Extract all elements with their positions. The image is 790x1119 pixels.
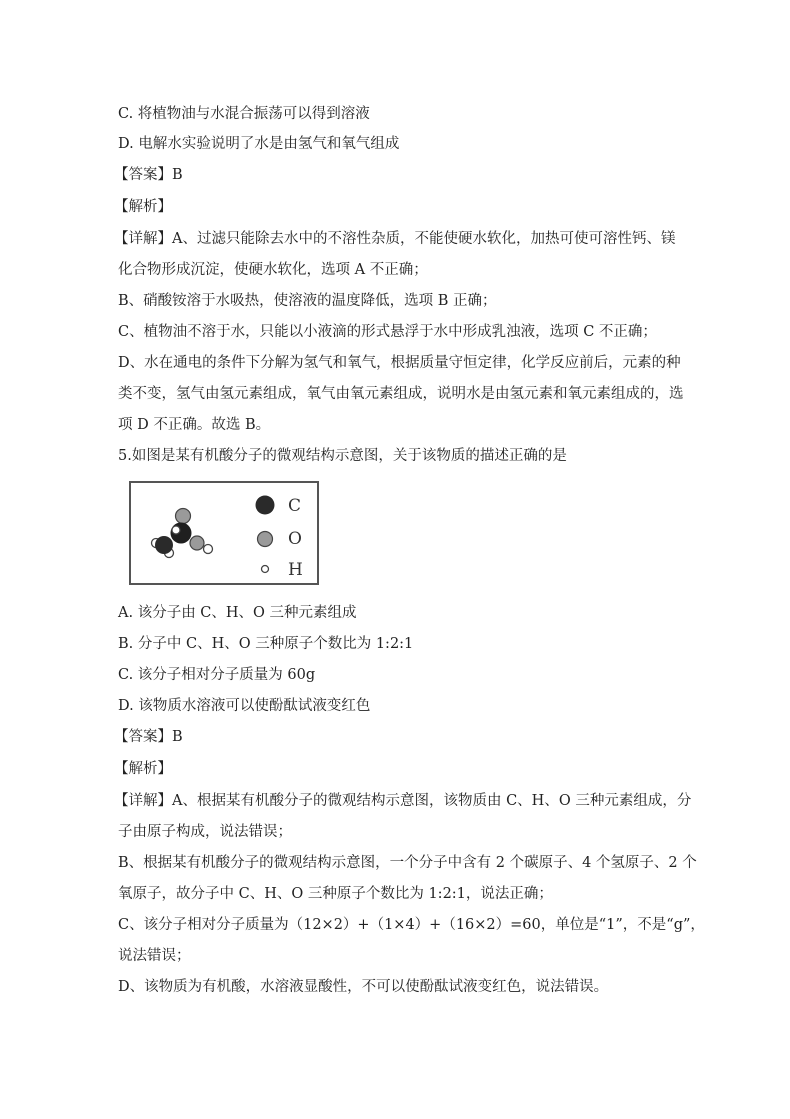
answer-tag: 【答案】 [114, 729, 172, 745]
q4-answer-row [114, 165, 183, 185]
legend-hydrogen-icon [262, 566, 269, 573]
q5-option-d: D. 该物质水溶液可以使酚酞试液变红色 [118, 698, 371, 714]
hydrogen-atom [172, 526, 180, 534]
q4-option-c: C. 将植物油与水混合振荡可以得到溶液 [118, 106, 370, 122]
detail-text: A、过滤只能除去水中的不溶性杂质，不能使硬水软化，加热可使可溶性钙、镁 [172, 231, 676, 247]
legend-carbon-icon [256, 496, 275, 515]
q5-detail-line: 氧原子，故分子中 C、H、O 三种原子个数比为 1:2:1，说法正确； [118, 886, 553, 902]
carbon-atom [155, 536, 173, 554]
q5-answer-row [114, 727, 183, 747]
q5-option-b: B. 分子中 C、H、O 三种原子个数比为 1:2:1 [118, 636, 414, 652]
q4-option-d: D. 电解水实验说明了水是由氢气和氧气组成 [118, 136, 400, 152]
molecule-diagram [131, 483, 317, 583]
detail-tag: 【详解】 [114, 231, 172, 247]
answer-value: B [172, 729, 183, 745]
oxygen-atom [176, 509, 191, 524]
oxygen-atom [190, 536, 204, 550]
hydrogen-atom [204, 545, 213, 554]
q4-detail-line: D、水在通电的条件下分解为氢气和氧气，根据质量守恒定律，化学反应前后，元素的种 [118, 355, 681, 371]
q4-detail-line: C、植物油不溶于水，只能以小液滴的形式悬浮于水中形成乳浊液，选项 C 不正确； [118, 324, 657, 340]
q5-detail-line [114, 791, 691, 811]
legend-label-h: H [288, 560, 303, 580]
q5-stem: 5.如图是某有机酸分子的微观结构示意图，关于该物质的描述正确的是 [118, 448, 567, 464]
q5-detail-line: 子由原子构成，说法错误； [118, 824, 292, 840]
legend-label-o: O [288, 529, 302, 549]
legend-oxygen-icon [258, 532, 273, 547]
q4-detail-line: 化合物形成沉淀，使硬水软化，选项 A 不正确； [118, 262, 428, 278]
q5-analysis-tag: 【解析】 [114, 761, 172, 777]
q5-detail-line: C、该分子相对分子质量为（12×2）+（1×4）+（16×2）=60，单位是“1”，不是“g”， [118, 917, 705, 933]
detail-tag: 【详解】 [114, 793, 172, 809]
q4-detail-line: B、硝酸铵溶于水吸热，使溶液的温度降低，选项 B 正确； [118, 293, 497, 309]
molecule-figure [129, 481, 319, 585]
q5-detail-line: D、该物质为有机酸，水溶液显酸性，不可以使酚酞试液变红色，说法错误。 [118, 979, 609, 995]
answer-tag: 【答案】 [114, 167, 172, 183]
q5-option-a: A. 该分子由 C、H、O 三种元素组成 [118, 605, 357, 621]
q5-detail-line: B、根据某有机酸分子的微观结构示意图，一个分子中含有 2 个碳原子、4 个氢原子、2 个 [118, 855, 697, 871]
q5-option-c: C. 该分子相对分子质量为 60g [118, 667, 316, 683]
legend-label-c: C [288, 496, 302, 516]
q4-detail-line: 类不变，氢气由氢元素组成，氧气由氧元素组成，说明水是由氢元素和氧元素组成的，选 [118, 386, 684, 402]
q5-detail-line: 说法错误； [118, 948, 191, 964]
detail-text: A、根据某有机酸分子的微观结构示意图，该物质由 C、H、O 三种元素组成，分 [172, 793, 692, 809]
answer-value: B [172, 167, 183, 183]
q4-detail-line: 项 D 不正确。故选 B。 [118, 417, 271, 433]
q4-detail-line [114, 229, 675, 249]
q4-analysis-tag: 【解析】 [114, 199, 172, 215]
